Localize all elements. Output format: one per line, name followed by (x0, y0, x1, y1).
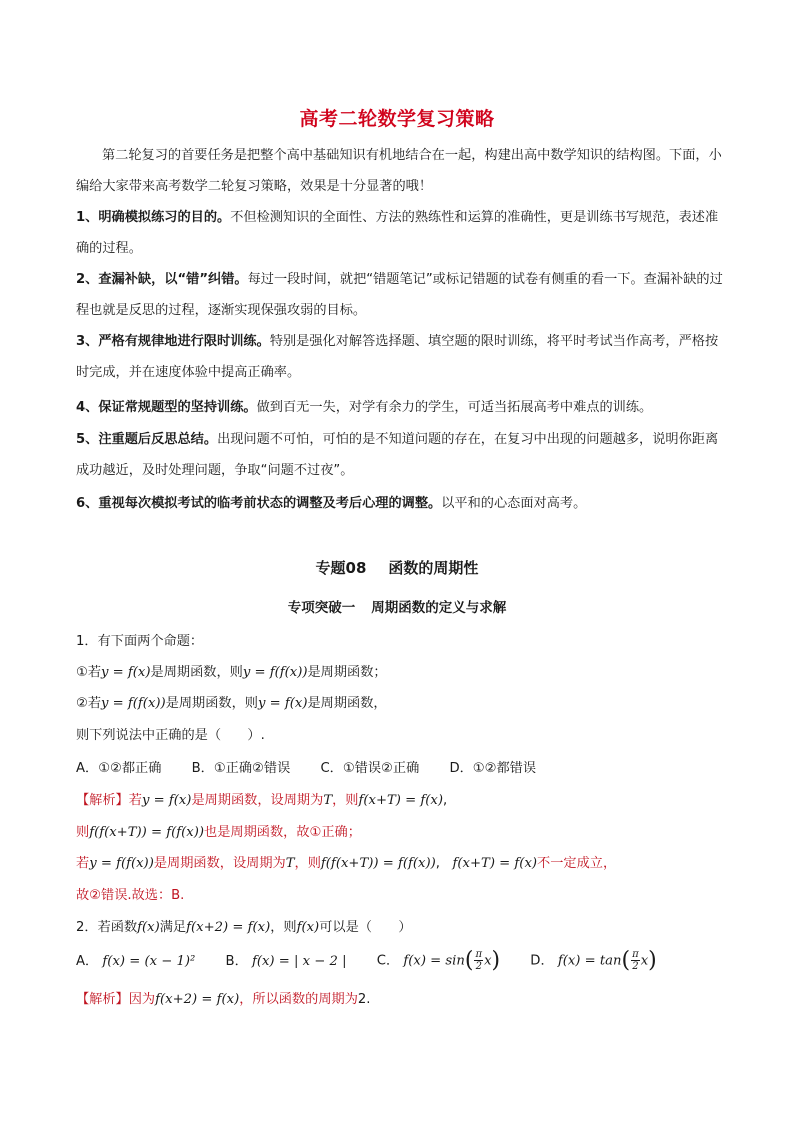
tip-5-body: 出现问题不可怕，可怕的是不知道问题的存在，在复习中出现的问题越多，说明你距离成功越近，及时处理问题，争取“问题不过夜”。 (76, 432, 719, 478)
q1-ask: 则下列说法中正确的是（ ）. (76, 728, 265, 743)
section-label: 专题08 (315, 559, 367, 577)
intro-paragraph: 第二轮复习的首要任务是把整个高中基础知识有机地结合在一起，构建出高中数学知识的结构图。下面，小编给大家带来高考数学二轮复习策略，效果是十分显著的哦！ (76, 148, 722, 194)
q2-option-c-x: x (484, 953, 492, 969)
q2-stem-text-4: 可以是（ ） (319, 920, 412, 935)
tip-6-body: 以平和的心态面对高考。 (441, 496, 587, 511)
tip-3-body: 特别是强化对解答选择题、填空题的限时训练，将平时考试当作高考，严格按时完成，并在速度体验中提高正确率。 (76, 334, 719, 380)
tip-1 (76, 202, 726, 264)
q1-s1-text-3: ，则 (332, 793, 359, 808)
tip-6 (76, 488, 726, 519)
q1-s2-text: 则 (76, 825, 90, 840)
q1-solution-line-3: 若y = f(f(x))是周期函数，设周期为T，则f(f(x+T)) = f(f(x)), f(x+T) = f(x)不一定成立， (76, 856, 617, 871)
q2-options (76, 948, 736, 973)
tip-6-head: 6、重视每次模拟考试的临考前状态的调整及考后心理的调整。 (76, 496, 442, 511)
q2-option-c-den: 2 (475, 961, 482, 972)
tip-2-head: 2、查漏补缺，以“错”纠错。 (76, 272, 248, 287)
q1-solution-line-2 (76, 821, 736, 840)
tip-4-head: 4、保证常规题型的坚持训练。 (76, 400, 257, 415)
q1-stem: 1．有下面两个命题： (76, 634, 204, 649)
q2-option-c-num: π (475, 949, 483, 960)
q1-p2-text-3: 是周期函数， (307, 696, 387, 711)
tip-1-body: 不但检测知识的全面性、方法的熟练性和运算的准确性，更是训练书写规范，表述准确的过程。 (76, 210, 719, 256)
doc-title: 高考二轮数学复习策略 (299, 108, 495, 130)
q2-option-c-frac (474, 949, 483, 972)
q2-stem-text-2: 满足 (159, 920, 187, 935)
q2-stem-text-3: ，则 (270, 920, 297, 935)
tip-4 (76, 392, 726, 423)
q1-option-a: A．①②都正确 (76, 761, 162, 776)
q1-solution-line-1: 【解析】若y = f(x)是周期函数，设周期为T，则f(x+T) = f(x), (76, 793, 448, 808)
q2-option-d-frac (631, 949, 640, 972)
q1-p1-text-2: 是周期函数，则 (150, 665, 243, 680)
q1-s3-text: 若 (76, 856, 90, 871)
q1-proposition-1 (76, 661, 736, 680)
tip-4-body: 做到百无一失，对学有余力的学生，可适当拓展高考中难点的训练。 (256, 400, 653, 415)
q1-p1-text-3: 是周期函数； (307, 665, 387, 680)
q1-s1-math-2: T (323, 793, 333, 808)
q1-p2-math-2: y = f(x) (258, 696, 308, 711)
subsection-name: 周期函数的定义与求解 (371, 600, 507, 616)
q1-p2-text-2: 是周期函数，则 (165, 696, 258, 711)
q1-s3-math-2: T (285, 856, 295, 871)
q2-option-d-den: 2 (632, 961, 639, 972)
q2-solution-text: 因为 (128, 992, 156, 1007)
q1-s3-text-2: 是周期函数，设周期为 (153, 856, 286, 871)
q2-stem-text: 2．若函数 (76, 920, 138, 935)
q2-option-b (226, 950, 347, 969)
q2-option-d: D． f(x) = tan( $\frac{\pi}{2}$ x) (530, 948, 657, 973)
q2-solution: 【解析】因为f(x+2) = f(x)，所以函数的周期为2. (76, 992, 371, 1007)
section-name: 函数的周期性 (388, 559, 479, 577)
q2-solution-period: 2 (357, 992, 367, 1007)
q1-s1-text: 若 (128, 793, 142, 808)
q2-option-b-math: f(x) = | x − 2 | (251, 953, 347, 969)
q2-option-c: C． f(x) = sin( $\frac{\pi}{2}$ x) (376, 948, 501, 973)
q2-stem (76, 916, 736, 935)
q1-p1-math-1: y = f(x) (101, 665, 151, 680)
q2-option-a-math: f(x) = (x − 1)² (102, 953, 196, 969)
q2-option-a (76, 950, 195, 969)
q1-s1-math-3: f(x+T) = f(x) (358, 793, 443, 808)
q1-option-d: D．①②都错误 (449, 761, 537, 776)
q2-option-d-math: f(x) = tan (557, 953, 622, 969)
tip-3-head: 3、严格有规律地进行限时训练。 (76, 334, 270, 349)
q1-p1-text: ①若 (76, 665, 102, 680)
q2-option-d-label: D． (530, 953, 554, 969)
tip-1-head: 1、明确模拟练习的目的。 (76, 210, 231, 225)
subsection-heading (0, 596, 794, 616)
q2-option-a-label: A． (76, 953, 99, 969)
section-heading (0, 557, 794, 578)
q1-s3-math-3: f(f(x+T)) = f(f(x)) (320, 856, 436, 871)
q1-option-b: B．①正确②错误 (191, 761, 291, 776)
q2-stem-math-2: f(x+2) = f(x) (186, 920, 271, 935)
q1-option-c: C．①错误②正确 (320, 761, 420, 776)
subsection-label: 专项突破一 (287, 600, 356, 616)
q1-s1-text-2: 是周期函数，设周期为 (191, 793, 324, 808)
q1-p1-math-2: y = f(f(x)) (242, 665, 308, 680)
q1-solution-tag: 【解析】 (76, 793, 129, 808)
q2-option-c-math: f(x) = sin (403, 953, 465, 969)
tip-5-head: 5、注重题后反思总结。 (76, 432, 218, 447)
q2-stem-math-3: f(x) (296, 920, 320, 935)
q1-s3-math-1: y = f(f(x)) (89, 856, 154, 871)
q2-solution-tag: 【解析】 (76, 992, 129, 1007)
q1-solution-line-4: 故②错误.故选：B. (76, 888, 185, 903)
q2-option-b-label: B． (225, 953, 248, 969)
q2-option-c-label: C． (376, 953, 400, 969)
q2-stem-math-1: f(x) (137, 920, 160, 935)
q1-s2-math: f(f(x+T)) = f(f(x)) (89, 825, 205, 840)
tip-5 (76, 424, 726, 486)
q2-option-d-x: x (640, 953, 649, 969)
q1-p2-text: ②若 (76, 696, 102, 711)
q1-proposition-2 (76, 692, 736, 711)
tip-2-body: 每过一段时间，就把“错题笔记”或标记错题的试卷有侧重的看一下。查漏补缺的过程也就是反思的过程，逐渐实现保强攻弱的目标。 (76, 272, 723, 318)
q1-s3-text-3: ，则 (294, 856, 321, 871)
tip-3 (76, 326, 726, 388)
q1-s2-text-2: 也是周期函数，故①正确； (204, 825, 361, 840)
q2-solution-math: f(x+2) = f(x) (155, 992, 240, 1007)
q2-option-d-num: π (632, 949, 639, 960)
q1-s3-text-4: 不一定成立， (537, 856, 617, 871)
q1-s1-math-1: y = f(x) (141, 793, 192, 808)
q1-options (76, 757, 736, 776)
q1-s3-math-4: f(x+T) = f(x) (452, 856, 538, 871)
q2-solution-text-2: ，所以函数的周期为 (239, 992, 358, 1007)
q1-p2-math-1: y = f(f(x)) (101, 696, 166, 711)
tip-2 (76, 264, 726, 326)
